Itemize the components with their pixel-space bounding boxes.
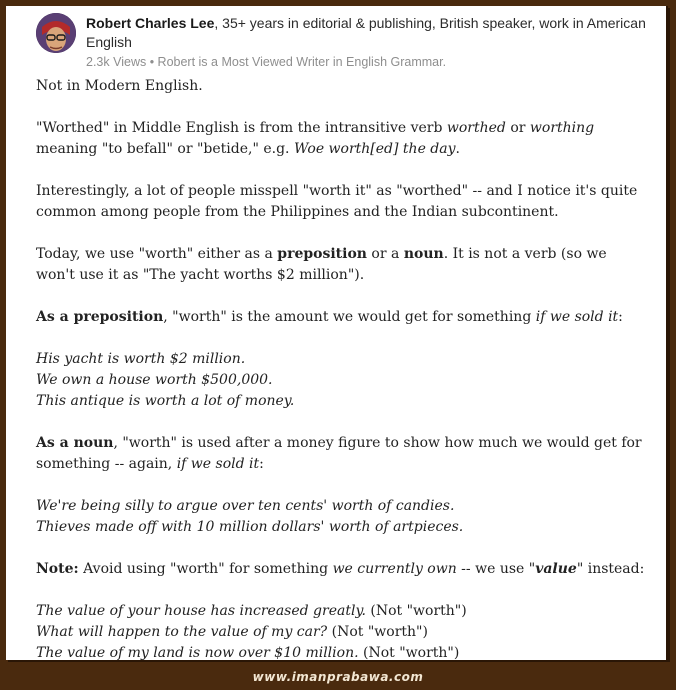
example-sentence: This antique is worth a lot of money. — [36, 393, 295, 409]
author-credential: , 35+ years in editorial & publishing, British speaker, work in American English — [86, 15, 646, 50]
watermark: www.imanprabawa.com — [252, 670, 424, 684]
example-sentence: We're being silly to argue over ten cents' worth of candies. — [36, 498, 455, 514]
example-list: The value of your house has increased greatly. (Not "worth") What will happen to the value of my car? (Not "worth") The value of my land is now over $10 million. (Not "worth") — [36, 603, 467, 660]
example-sentence: His yacht is worth $2 million. — [36, 351, 246, 367]
answer-card — [6, 6, 668, 660]
answer-stats: 2.3k Views • Robert is a Most Viewed Writer in English Grammar. — [86, 55, 447, 69]
example-sentence: We own a house worth $500,000. — [36, 372, 273, 388]
paragraph: "Worthed" in Middle English is from the intransitive verb worthed or worthing meaning "to befall" or "betide," e.g. Woe worth[ed] the day. — [36, 120, 595, 157]
example-sentence: The value of your house has increased greatly. — [36, 603, 366, 619]
paragraph: As a noun, "worth" is used after a money figure to show how much we would get for something -- again, if we sold it: — [36, 435, 642, 472]
author-name[interactable]: Robert Charles Lee — [86, 15, 215, 31]
example-sentence: The value of my land is now over $10 million. — [36, 645, 359, 660]
example-list — [36, 496, 646, 538]
paragraph: As a preposition, "worth" is the amount we would get for something if we sold it: — [36, 309, 623, 325]
author-avatar-image — [36, 13, 76, 53]
example-list — [36, 349, 646, 412]
answer-body — [36, 76, 646, 660]
paragraph: Interestingly, a lot of people misspell "worth it" as "worthed" -- and I notice it's quite common among people from the Philippines and the Indian subcontinent. — [36, 183, 638, 220]
author-line — [86, 14, 646, 52]
paragraph: Not in Modern English. — [36, 78, 203, 94]
paragraph: Today, we use "worth" either as a preposition or a noun. It is not a verb (so we won't use it as "The yacht worths $2 million"). — [36, 246, 607, 283]
example-sentence: Thieves made off with 10 million dollars' worth of artpieces. — [36, 519, 464, 535]
avatar[interactable] — [36, 13, 76, 53]
example-sentence: What will happen to the value of my car? — [36, 624, 328, 640]
paragraph: Note: Avoid using "worth" for something we currently own -- we use "value" instead: — [36, 561, 645, 577]
